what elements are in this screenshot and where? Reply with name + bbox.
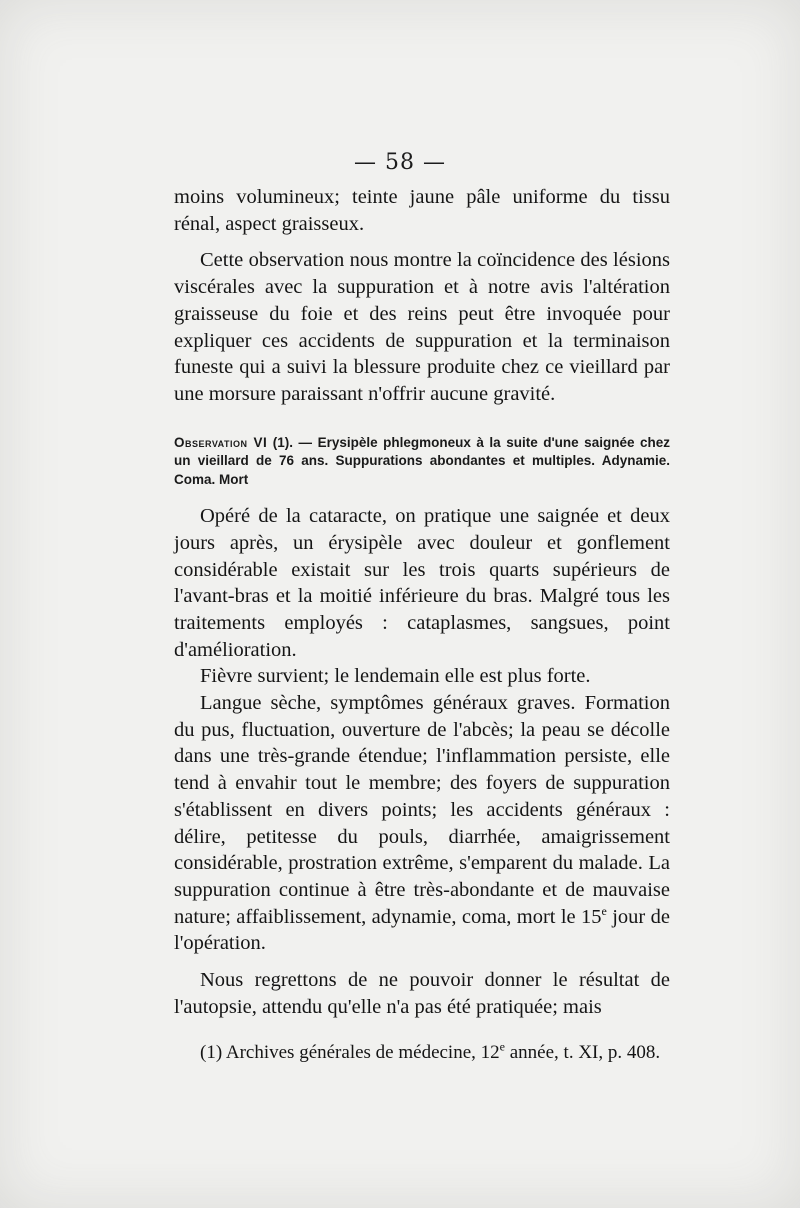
text-block — [174, 184, 670, 1064]
footnote-superscript: e — [499, 1040, 505, 1055]
symptoms-text: Langue sèche, symptômes généraux graves. Formation du pus, fluctuation, ouverture de l'abcès; la peau se décolle dans une très-grande étendue; l'inflammation persiste, elle tend à envahir tout le membre; des foyers de suppuration s'établissent en divers points; les accidents généraux : délire, petitesse du pouls, diarrhée, amaigrissement considérable, prostration extrême, s'emparent du malade. La suppuration continue à être très-abondante et de mauvaise nature; affaiblissement, adynamie, coma, mort le 15 — [174, 692, 670, 928]
footnote-text-end: année, t. XI, p. 408. — [504, 1042, 661, 1064]
symptoms-text-end: jour de l'opération. — [174, 905, 670, 955]
case-paragraph-autopsy: Nous regrettons de ne pouvoir donner le résultat de l'autopsie, attendu qu'elle n'a pas été pratiquée; mais — [174, 969, 670, 1018]
case-paragraph-operation: Opéré de la cataracte, on pratique une saignée et deux jours après, un érysipèle avec douleur et gonflement considérable existait sur les trois quarts supérieurs de l'avant-bras et la moitié inférieure du bras. Malgré tous les traitements employés : cataplasmes, sangsues, point d'amélioration. — [174, 505, 670, 661]
observation-footnote-ref: (1). — [272, 434, 294, 450]
paragraph-commentary: Cette observation nous montre la coïncidence des lésions viscérales avec la suppuration et à notre avis l'altération graisseuse du foie et des reins peut être invoquée pour expliquer ces accidents de suppuration et la terminaison funeste qui a suivi la blessure produite chez ce vieillard par une morsure paraissant n'offrir aucune gravité. — [174, 249, 670, 405]
observation-heading — [174, 434, 670, 490]
paragraph-continuation: moins volumineux; teinte jaune pâle uniforme du tissu rénal, aspect graisseux. — [174, 186, 670, 235]
case-paragraph-fever: Fièvre survient; le lendemain elle est plus forte. — [200, 665, 591, 688]
footnote-text: (1) Archives générales de médecine, 12 — [200, 1042, 500, 1064]
observation-title: — Erysipèle phlegmoneux à la suite d'une saignée chez un vieillard de 76 ans. Suppurations abondantes et multiples. Adynamie. Coma. Mort — [174, 434, 670, 487]
page-number: — 58 — — [354, 150, 446, 175]
footnote — [174, 1042, 670, 1064]
observation-label: Observation VI — [174, 434, 268, 450]
ordinal-superscript: e — [601, 903, 607, 918]
case-paragraph-symptoms — [174, 690, 670, 957]
